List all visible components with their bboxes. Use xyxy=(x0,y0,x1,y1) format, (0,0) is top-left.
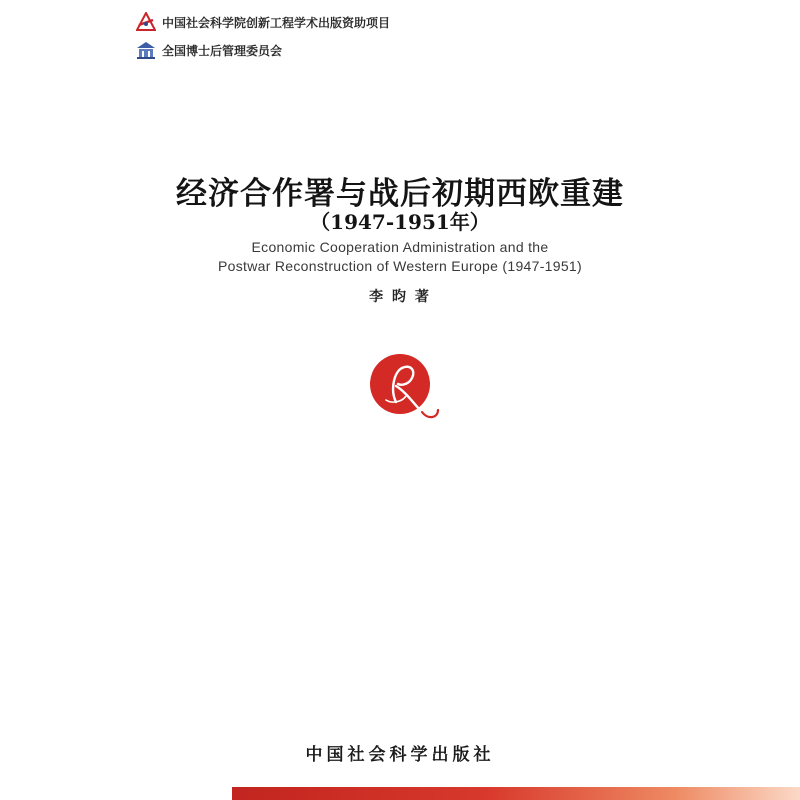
r-emblem-icon xyxy=(366,350,446,430)
committee-label: 全国博士后管理委员会 xyxy=(162,43,283,58)
book-years-chinese: （1947-1951年） xyxy=(310,210,490,234)
book-title-english-line2: Postwar Reconstruction of Western Europe (1947-1951) xyxy=(218,258,582,274)
postdoc-committee-logo-icon xyxy=(136,40,156,60)
committee-row xyxy=(136,40,282,60)
publisher-name: 中国社会科学出版社 xyxy=(305,745,495,765)
book-title-english-line1: Economic Cooperation Administration and the xyxy=(251,239,549,255)
program-funding-row xyxy=(136,12,390,32)
program-funding-label: 中国社会科学院创新工程学术出版资助项目 xyxy=(162,15,391,30)
cass-logo-icon xyxy=(136,12,156,32)
author-credit: 李 昀 著 xyxy=(369,289,431,305)
book-title-english xyxy=(0,238,800,276)
book-title-chinese: 经济合作署与战后初期西欧重建 xyxy=(176,176,624,212)
bottom-accent-stripe xyxy=(232,787,800,800)
